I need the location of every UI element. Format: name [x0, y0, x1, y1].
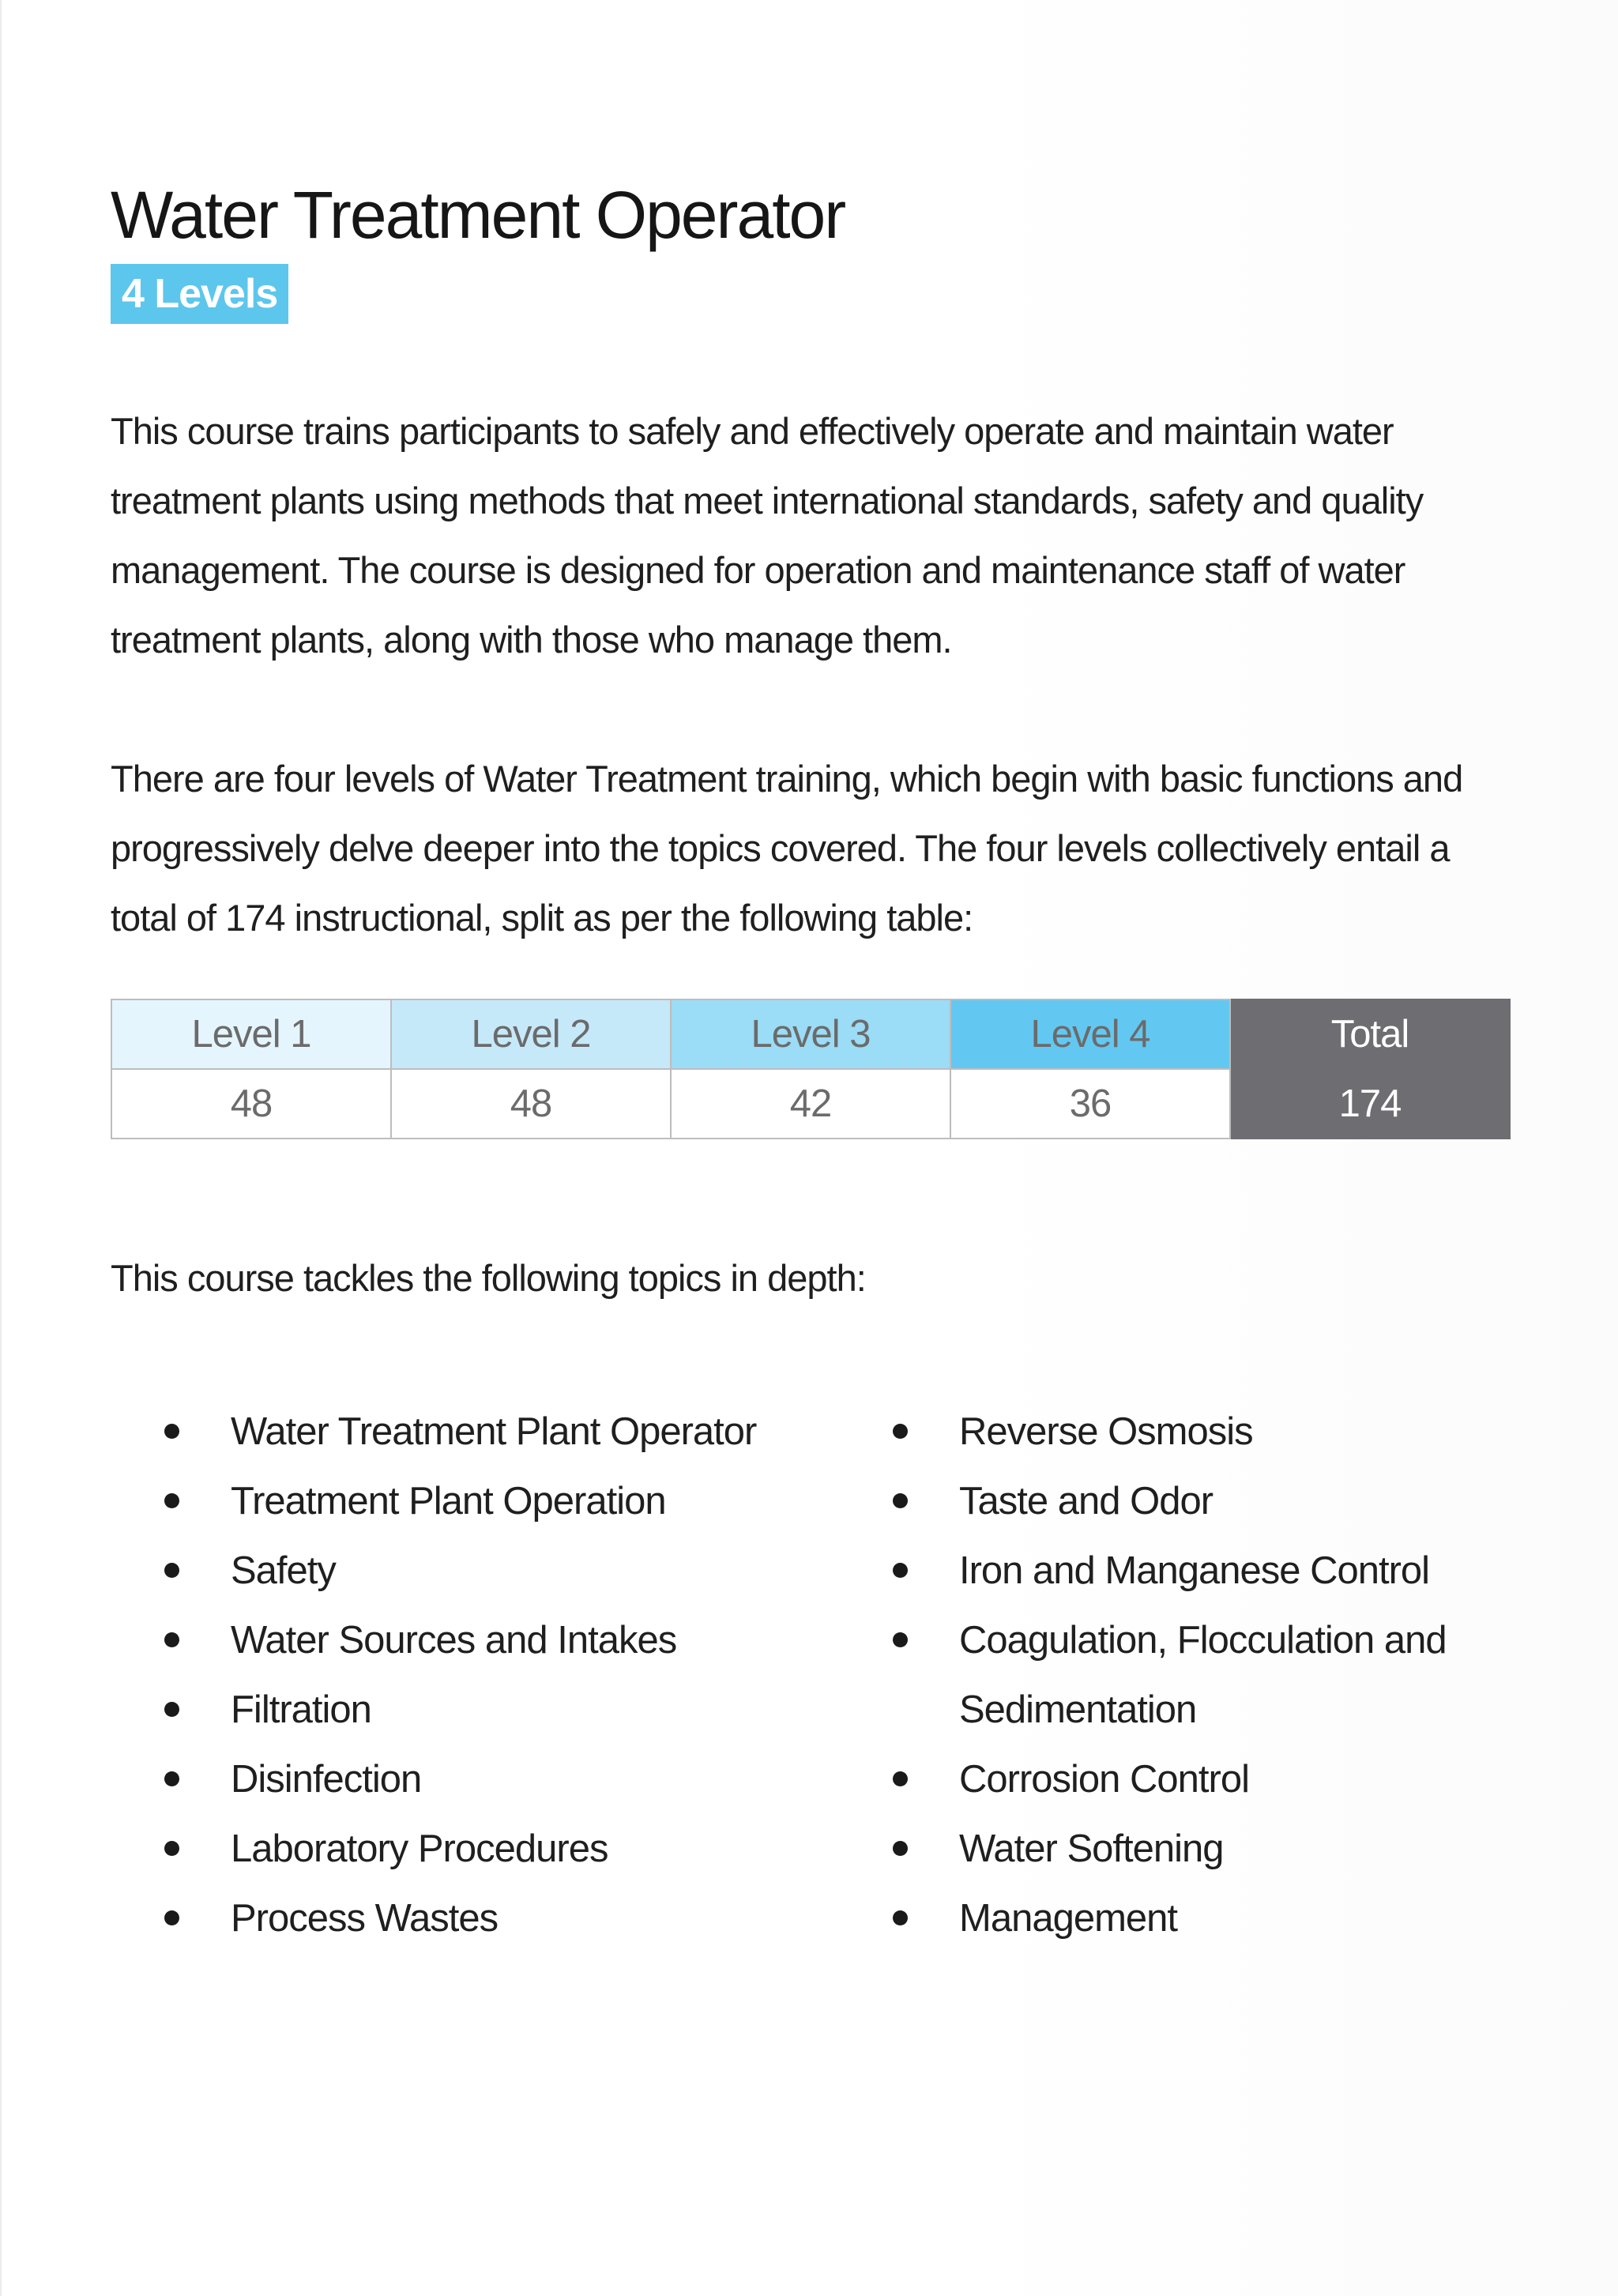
bullet-icon — [164, 1771, 179, 1786]
bullet-icon — [893, 1841, 908, 1856]
topic-label: Water Sources and Intakes — [231, 1619, 677, 1662]
topics-intro: This course tackles the following topics in depth: — [111, 1257, 866, 1300]
intro-paragraph: This course trains participants to safely and effectively operate and maintain water treatment plants using methods that meet international standards, safety and quality management. The course is designed for operation and maintenance staff of water treatment plants, along with those who manage them. — [111, 410, 1424, 661]
level-4-value: 36 — [950, 1069, 1230, 1139]
levels-paragraph: There are four levels of Water Treatment training, which begin with basic functions and progressively delve deeper into the topics covered. The four levels collectively entail a total of 174 instructional, split as per the following table: — [111, 758, 1463, 939]
list-item — [164, 1884, 812, 1953]
topic-label: Disinfection — [231, 1758, 422, 1801]
level-3-value: 42 — [671, 1069, 950, 1139]
levels-badge: 4 Levels — [111, 264, 288, 324]
list-item — [893, 1466, 1525, 1536]
list-item — [164, 1397, 812, 1466]
bullet-icon — [164, 1910, 179, 1925]
levels-table — [111, 999, 1511, 1139]
topic-label: Safety — [231, 1549, 336, 1593]
level-3-header: Level 3 — [671, 999, 950, 1069]
page-title: Water Treatment Operator — [111, 178, 845, 252]
topics-columns — [111, 1397, 1511, 1940]
bullet-icon — [893, 1563, 908, 1578]
topic-label: Filtration — [231, 1688, 371, 1732]
levels-value-row — [111, 1069, 1510, 1139]
bullet-icon — [893, 1424, 908, 1439]
list-item — [164, 1675, 812, 1745]
topic-label: Water Treatment Plant Operator — [231, 1410, 757, 1454]
topic-label: Taste and Odor — [959, 1480, 1214, 1523]
bullet-icon — [164, 1493, 179, 1508]
list-item — [164, 1814, 812, 1884]
bullet-icon — [893, 1493, 908, 1508]
list-item — [893, 1397, 1525, 1466]
levels-header-row — [111, 999, 1510, 1069]
bullet-icon — [164, 1632, 179, 1647]
list-item — [893, 1884, 1525, 1953]
level-2-header: Level 2 — [391, 999, 671, 1069]
level-2-value: 48 — [391, 1069, 671, 1139]
topic-label: Management — [959, 1897, 1178, 1940]
list-item — [164, 1745, 812, 1814]
topics-right-list — [893, 1397, 1525, 1953]
list-item — [893, 1814, 1525, 1884]
list-item — [893, 1605, 1525, 1745]
bullet-icon — [893, 1771, 908, 1786]
topic-label: Coagulation, Flocculation and Sedimentation — [959, 1619, 1447, 1732]
bullet-icon — [164, 1563, 179, 1578]
level-1-value: 48 — [111, 1069, 391, 1139]
list-item — [164, 1536, 812, 1605]
bullet-icon — [164, 1702, 179, 1717]
page-content — [111, 178, 1511, 1940]
bullet-icon — [893, 1910, 908, 1925]
level-1-header: Level 1 — [111, 999, 391, 1069]
total-value: 174 — [1230, 1069, 1510, 1139]
bullet-icon — [164, 1424, 179, 1439]
topic-label: Treatment Plant Operation — [231, 1480, 666, 1523]
topics-left-list — [164, 1397, 812, 1953]
topic-label: Corrosion Control — [959, 1758, 1249, 1801]
list-item — [893, 1536, 1525, 1605]
list-item — [164, 1605, 812, 1675]
bullet-icon — [164, 1841, 179, 1856]
topic-label: Water Softening — [959, 1827, 1224, 1871]
level-4-header: Level 4 — [950, 999, 1230, 1069]
topic-label: Reverse Osmosis — [959, 1410, 1253, 1454]
list-item — [164, 1466, 812, 1536]
bullet-icon — [893, 1632, 908, 1647]
total-header: Total — [1230, 999, 1510, 1069]
topic-label: Laboratory Procedures — [231, 1827, 608, 1871]
topic-label: Iron and Manganese Control — [959, 1549, 1430, 1593]
list-item — [893, 1745, 1525, 1814]
topic-label: Process Wastes — [231, 1897, 499, 1940]
